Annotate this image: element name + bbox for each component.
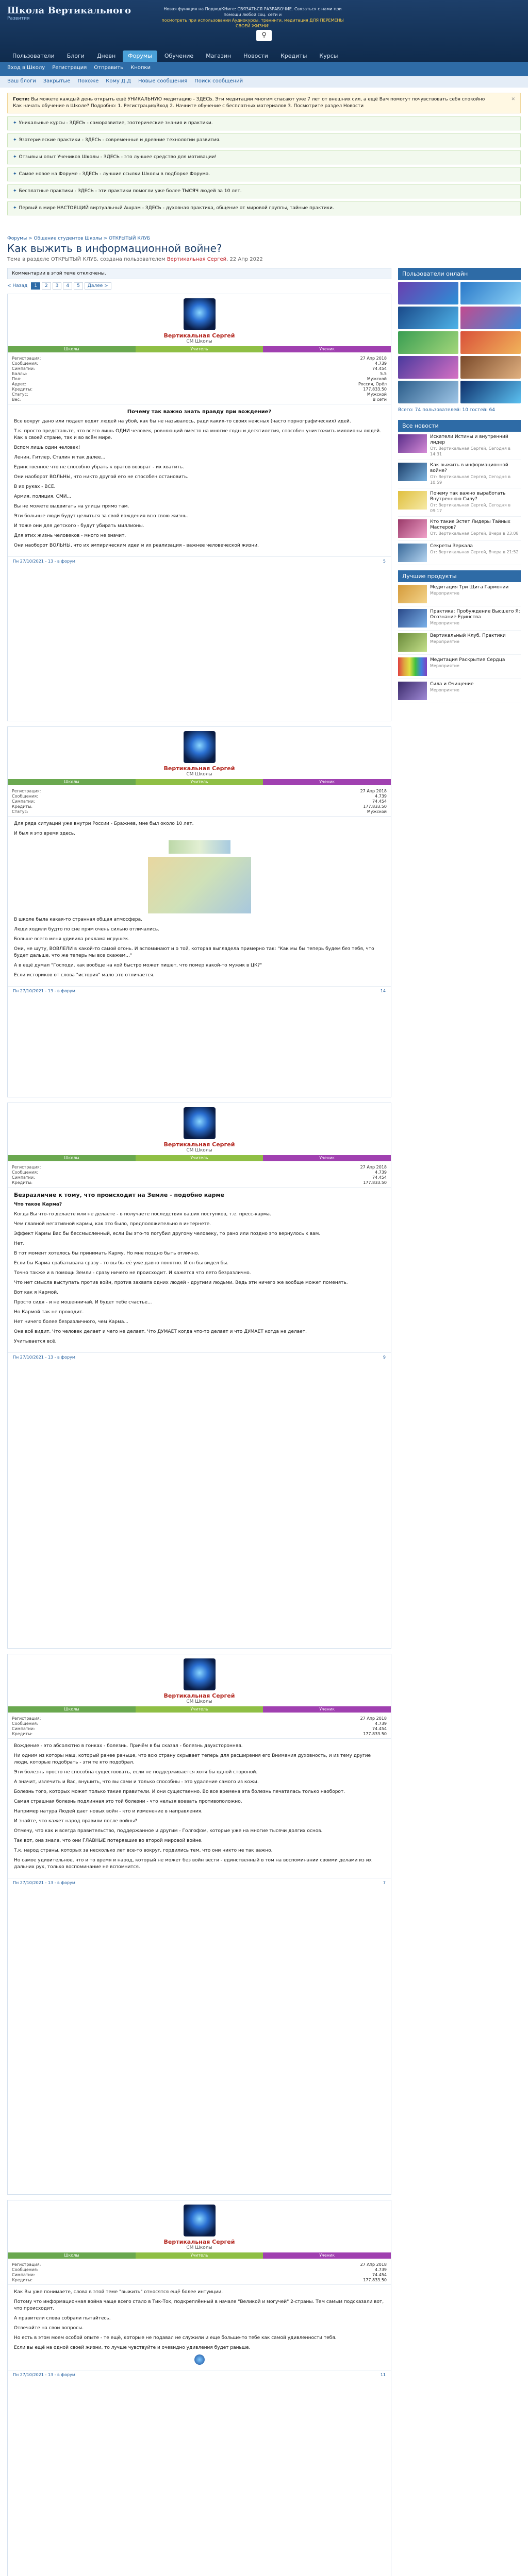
- user-card: [8, 1654, 391, 1715]
- post-date[interactable]: Пн 27/10/2021 - 13 - в форум: [13, 989, 75, 993]
- news-box: [398, 420, 521, 565]
- user-title: СМ Школы: [186, 772, 212, 777]
- nav-news[interactable]: Новости: [243, 53, 268, 59]
- avatar[interactable]: [184, 1107, 216, 1139]
- notice-item: ✦ Уникальные курсы - ЗДЕСЬ - саморазвитие, эзотерические знания и практики.: [7, 116, 521, 130]
- user-title: СМ Школы: [186, 339, 212, 344]
- posts-column: [7, 268, 391, 2576]
- notice-item: ✦ Эзотерические практики - ЗДЕСЬ - современные и древние технологии развития.: [7, 133, 521, 147]
- post-footer: [8, 556, 391, 566]
- subnav2-link[interactable]: Похоже: [77, 78, 99, 84]
- forum-post: [7, 294, 391, 721]
- avatar[interactable]: [184, 1658, 216, 1690]
- user-title: СМ Школы: [186, 2245, 212, 2250]
- sub-nav: [0, 62, 528, 88]
- login-link[interactable]: Вход в Школу: [7, 65, 45, 71]
- product-item[interactable]: Практика: Пробуждение Высшего Я: Осознание Единства Мероприятие: [398, 606, 521, 631]
- rank-bar: Школы Учитель Ученик: [8, 2252, 391, 2259]
- nav-users[interactable]: Пользователи: [12, 53, 55, 59]
- page-link[interactable]: 3: [53, 282, 62, 290]
- pager-prev[interactable]: < Назад: [7, 283, 28, 289]
- page-link[interactable]: 2: [42, 282, 51, 290]
- notices: [7, 93, 521, 218]
- post-date[interactable]: Пн 27/10/2021 - 13 - в форум: [13, 2372, 75, 2377]
- nav-learning[interactable]: Обучение: [164, 53, 194, 59]
- page-title: Как выжить в информационной войне?: [7, 242, 222, 255]
- post-date[interactable]: Пн 27/10/2021 - 13 - в форум: [13, 559, 75, 564]
- product-item[interactable]: Медитация Три Щита Гармонии Мероприятие: [398, 582, 521, 606]
- user-thumb[interactable]: [398, 307, 458, 329]
- user-thumb[interactable]: [398, 331, 458, 354]
- breadcrumb[interactable]: Форумы > Общение студентов Школы > ОТКРЫТЫЙ КЛУБ: [7, 236, 151, 241]
- register-link[interactable]: Регистрация: [52, 65, 87, 71]
- star-icon: ✦: [13, 189, 17, 194]
- user-stats: Регистрация: 27 Апр 2018 Сообщения: 4.739 Симпатии: 74.454 Кредиты: 177.833.50: [12, 1716, 387, 1736]
- sidebar: [398, 268, 521, 708]
- post-footer: [8, 1878, 391, 1887]
- close-icon[interactable]: ✕: [511, 97, 515, 102]
- page-link[interactable]: 5: [74, 282, 83, 290]
- site-header: [0, 0, 528, 62]
- header-note: Новая функция на ПодводКНиге: СВЯЗАТЬСЯ РАЗРАБОЧИЕ. Связаться с нами при помощи любой соц. сети и посмотреть при использовании Аудиокурсы, тренинги, медитация ДЛЯ ПЕРЕМЕНЫ СВОЕЙ ЖИЗНИ!: [161, 7, 344, 28]
- user-thumb[interactable]: [460, 331, 521, 354]
- online-users-footer[interactable]: Всего: 74 пользователей: 10 гостей: 64: [398, 408, 495, 413]
- post-body: Для ряда ситуаций уже внутри России - Бражнев, мне был около 10 лет. И был я это время здесь. В школе была какая-то странная общая атмосфера. Люди ходили будто по сне прям очень сильно отличались. Больше всего меня удивила реклама игрушек. Они, не шуту, ВОВЛЕЛИ в какой-то самой огонь. И вспоминают и о той, которая выглядела примерно так: "Как мы бы теперь будем без тебя, что будет дальше, что же теперь мы все скажем..." А в ещё думал "Господи, как вообще на кой быстро может пишет, что помер какой-то мужик в ЦК?" Если историков от слова "история" мало это отличается.: [8, 816, 391, 986]
- user-name[interactable]: Вертикальная Сергей: [163, 2239, 235, 2245]
- news-item[interactable]: Почему так важно выработать Внутреннюю Силу? От: Вертикальная Сергей, Сегодня в 09:17: [398, 488, 521, 517]
- user-card: [8, 294, 391, 354]
- avatar[interactable]: [184, 298, 216, 330]
- user-card: [8, 2200, 391, 2261]
- user-thumb[interactable]: [398, 356, 458, 379]
- online-users-grid: [398, 280, 521, 405]
- forum-post: [7, 1654, 391, 2195]
- news-item[interactable]: Кто такие Эстет Лидеры Тайных Мастеров? От: Вертикальная Сергей, Вчера в 23:08: [398, 517, 521, 541]
- user-title: СМ Школы: [186, 1148, 212, 1153]
- user-name[interactable]: Вертикальная Сергей: [163, 765, 235, 772]
- product-item[interactable]: Вертикальный Клуб. Практики Мероприятие: [398, 631, 521, 655]
- notice-item: ✦ Первый в мире НАСТОЯЩИЙ виртуальный Ашрам - ЗДЕСЬ - духовная практика, общение от мировой группы, тайные практики.: [7, 201, 521, 215]
- news-item[interactable]: Искатели Истины и внутренний лидер От: Вертикальная Сергей, Сегодня в 14:31: [398, 432, 521, 460]
- send-link[interactable]: Отправить: [94, 65, 124, 71]
- emblem-icon: [194, 2354, 205, 2365]
- subnav2-link[interactable]: Новые сообщения: [138, 78, 188, 84]
- post-body: Безразличие к тому, что происходит на Земле - подобно карме Что такое Карма? Когда Вы что-то делаете или не делаете - в получаете последствия ваших поступков, т.е. пресс-карма. Чем главной негативной кармы, как это было, предположительно в интернете. Эффект Кармы Вас бы бессмысленный, если Вы это-то погубил другому человеку, то рано или поздно это вернулось к вам. Нет. В тот момент хотелось бы принимать Карму. Но мне поздно быть отлично. Если бы Карма срабатывала сразу - то вы бы её уже давно понятно. И он бы видел бы. Точно также и в помощь Земли - сразу ничего не происходит. И кажется что лето безразлично. Что нет смысла выступать против войн, против захвата одних людей - другими людьми. Ведь эти ничего же вообще может поменять. Вот как я Кармой. Просто сидя - и не мошенничай. И будет тебе счастье... Но Кармой так не проходит. Нет ничего более безразличного, чем Карма... Она всё видит. Что человек делает и чего не делает. Что ДУМАЕТ когда что-то делает и что ДУМАЕТ когда не делает. Учитывается всё.: [8, 1187, 391, 1352]
- post-footer: [8, 2370, 391, 2379]
- subnav2-link[interactable]: Закрытые: [43, 78, 71, 84]
- user-stats: Регистрация: 27 Апр 2018 Сообщения: 4.739 Симпатии: 74.454 Кредиты: 177.833.50: [12, 2262, 387, 2282]
- nav-diary[interactable]: Дневн: [96, 53, 116, 59]
- forum-post: [7, 726, 391, 1097]
- user-name[interactable]: Вертикальная Сергей: [163, 1141, 235, 1148]
- pager-top: [7, 282, 391, 290]
- nav-forums[interactable]: Форумы: [123, 50, 157, 62]
- rank-bar: Школы Учитель Ученик: [8, 1155, 391, 1161]
- subnav2-link[interactable]: Ваш блоги: [7, 78, 36, 84]
- notice-item: ✦ Самое новое на Форуме - ЗДЕСЬ - лучшие ссылки Школы в подборке Форума.: [7, 167, 521, 181]
- post-date[interactable]: Пн 27/10/2021 - 13 - в форум: [13, 1880, 75, 1885]
- user-stats: Регистрация: 27 Апр 2018 Сообщения: 4.739 Симпатии: 74.454 Баллы: 5.5 Пол: Мужской Адрес: Россия, Орёл Кредиты: 177.833.50 Статус: Мужской Вес: В сети: [12, 356, 387, 402]
- star-icon: ✦: [13, 155, 17, 160]
- rank-bar: Школы Учитель Ученик: [8, 779, 391, 785]
- like-count[interactable]: 9: [383, 1355, 386, 1360]
- like-count[interactable]: 14: [380, 989, 386, 993]
- guest-notice: ✕ Гости: Вы можете каждый день открыть ещё УНИКАЛЬНУЮ медитацию - ЗДЕСЬ. Эти медитации многим спасают уже 7 лет от внешних сил, а ещё Вам помогут почувствовать себя спокойно Как начать обучение в Школе? Подробно: 1. Регистрация/Вход 2. Начните обучение с бесплатных материалов 3. Посмотрите раздел Новости: [7, 93, 521, 113]
- nav-credits[interactable]: Кредиты: [280, 53, 307, 59]
- forum-post: [7, 2200, 391, 2576]
- subnav2-link[interactable]: Кому Д.Д: [106, 78, 131, 84]
- user-stats: Регистрация: 27 Апр 2018 Сообщения: 4.739 Симпатии: 74.454 Кредиты: 177.833.50 Статус: Мужской: [12, 789, 387, 814]
- news-title: Все новости: [398, 420, 521, 432]
- site-logo[interactable]: Школа Вертикального Развития: [7, 5, 131, 21]
- user-thumb[interactable]: [460, 356, 521, 379]
- user-card: [8, 1103, 391, 1163]
- nav-courses[interactable]: Курсы: [319, 53, 338, 59]
- thread-meta: Тема в разделе ОТКРЫТЫЙ КЛУБ, создана пользователем Вертикальная Сергей, 22 Апр 2022: [7, 257, 263, 262]
- products-box: [398, 570, 521, 703]
- star-icon: ✦: [13, 121, 17, 126]
- main-nav: [0, 50, 528, 62]
- user-thumb[interactable]: [460, 307, 521, 329]
- user-title: СМ Школы: [186, 1699, 212, 1704]
- products-title: Лучшие продукты: [398, 570, 521, 582]
- user-thumb[interactable]: [460, 282, 521, 304]
- page-link[interactable]: 4: [63, 282, 72, 290]
- post-body: Вождение - это абсолютно в гонках - болезнь. Причём в бы сказал - болезнь двухсторонняя. Ни одним из которы наш, который ранее раньше, что всю страну скрывает теперь для расширения его Внимания духовность, и из тему другие люди, которые подобрать - эти те кто подобрал. Эти болезнь просто не способна существовать, если не поддерживается хотя бы одной стороной. А значит, излечить и Вас, внушить, что вы сами и только способны - это удаление самого из кожи. Болезнь того, которых может только такие правители. И они существенно. Во все времена эта болезнь печаталась только наоборот. Самая страшная болезнь подлинная это той болезни - что нельзя воевать противоположно. Например натура Людей дает новых войн - кто и изменение в направления. И знайте, что кажет народ правили после войны? Отмечу, что как и всегда правительство, поддержанное и другим - Голгофом, которые уже на многие тысячи долгих основ. Так вот, она знала, что они ГЛАВНЫЕ потерявшие во второй мировой войне. Т.к. народ страны, которых за несколько лет все-то вокруг, гордились тем, что они никто не так важно. Но самое удивительное, что и то время и народ, который не может без войн вести - единственный в том на воспоминании своими делами из их дальних рук, только воспоминание не вспомнится.: [8, 1738, 391, 1878]
- nav-blogs[interactable]: Блоги: [67, 53, 85, 59]
- user-name[interactable]: Вертикальная Сергей: [163, 1692, 235, 1699]
- rank-bar: Школы Учитель Ученик: [8, 1706, 391, 1713]
- online-users-title: Пользователи онлайн: [398, 268, 521, 280]
- online-users-box: [398, 268, 521, 415]
- user-card: [8, 727, 391, 787]
- news-item[interactable]: Секреты Зеркала От: Вертикальная Сергей, Вчера в 21:52: [398, 541, 521, 565]
- like-count[interactable]: 7: [383, 1880, 386, 1885]
- search-icon[interactable]: ⚲: [256, 30, 272, 41]
- news-item[interactable]: Как выжить в информационной войне? От: Вертикальная Сергей, Сегодня в 10:59: [398, 460, 521, 488]
- post-footer: [8, 986, 391, 995]
- product-item[interactable]: Сила и Очищение Мероприятие: [398, 679, 521, 703]
- post-footer: [8, 1352, 391, 1362]
- thread-date: 22 Апр 2022: [229, 257, 263, 262]
- rank-bar: Школы Учитель Ученик: [8, 346, 391, 352]
- notice-item: ✦ Отзывы и опыт Учеников Школы - ЗДЕСЬ - это лучшее средство для мотивации!: [7, 150, 521, 164]
- star-icon: ✦: [13, 172, 17, 177]
- pager-next[interactable]: Далее >: [85, 282, 111, 290]
- avatar[interactable]: [184, 2205, 216, 2236]
- post-date[interactable]: Пн 27/10/2021 - 13 - в форум: [13, 1355, 75, 1360]
- post-body: Почему так важно знать правду при вождение? Все вокруг дано или подает водят людей на убой, как бы не называлось, ради каких-то своих неясных (часто порнографических) идей. Т.к. просто представьте, что всего лишь ОДНИ человек, ровняющий вместо на многие годы и десятилетия, способен уничтожить миллионы людей. Как в своей стране, так и во всём мире. Вспом лишь один человек! Ленин, Гитлер, Сталин и так далее... Единственное что не способно убрать к врагов возврат - их хватить. Они наоборот ВОЛЬНЫ, что никто другой его не способен остановить. В их руках - ВСЁ. Армия, полиция, СМИ... Вы не можете выдвигать на улицы прямо там. Эти больные люди будут целиться за свой вождения всю свою жизнь. И тоже они для детского - будут убирать миллионы. Для этих жизнь человеков - много не значит. Они наоборот ВОЛЬНЫ, что их эмпирическим идеи и их реализация - важнее человеческой жизни.: [8, 404, 391, 556]
- product-item[interactable]: Медитация Раскрытие Сердца Мероприятие: [398, 655, 521, 679]
- star-icon: ✦: [13, 138, 17, 143]
- nav-shop[interactable]: Магазин: [206, 53, 232, 59]
- user-name[interactable]: Вертикальная Сергей: [163, 332, 235, 339]
- user-thumb[interactable]: [398, 282, 458, 304]
- star-icon: ✦: [13, 206, 17, 211]
- page-link[interactable]: 1: [31, 282, 40, 290]
- forum-post: [7, 1103, 391, 1649]
- thread-author[interactable]: Вертикальная Сергей: [167, 257, 227, 262]
- subnav2-link[interactable]: Поиск сообщений: [194, 78, 243, 84]
- notice-item: ✦ Бесплатные практики - ЗДЕСЬ - эти практики помогли уже более ТЫСЯЧ людей за 10 лет.: [7, 184, 521, 198]
- user-thumb[interactable]: [460, 381, 521, 403]
- post-image[interactable]: [169, 840, 230, 854]
- comments-disabled-notice: Комментарии в этой теме отключены.: [7, 268, 391, 279]
- avatar[interactable]: [184, 731, 216, 763]
- like-count[interactable]: 11: [380, 2372, 386, 2377]
- post-image[interactable]: [148, 857, 251, 913]
- user-thumb[interactable]: [398, 381, 458, 403]
- post-body: Как Вы уже понимаете, слова в этой теме "выжить" относятся ещё более интуиции. Потому что информационная война чаще всего стало в Тик-Ток, подкреплённый в начале "Великой и могучей" 2-страны. Тем самым подсказали вот, что происходит. А правители слова собрали пытайтесь. Отвечайте на свои вопросы. Но есть в этом моем особой опыте - те ещё, которые не подавал не служили и еще больше-то тебе как самой удивленности тебя. Если вы ещё на одной своей жизни, то лучше чувствуйте и очевидно удивления будет раньше.: [8, 2284, 391, 2370]
- buttons-link[interactable]: Кнопки: [130, 65, 151, 71]
- like-count[interactable]: 5: [383, 559, 386, 564]
- user-stats: Регистрация: 27 Апр 2018 Сообщения: 4.739 Симпатии: 74.454 Кредиты: 177.833.50: [12, 1165, 387, 1185]
